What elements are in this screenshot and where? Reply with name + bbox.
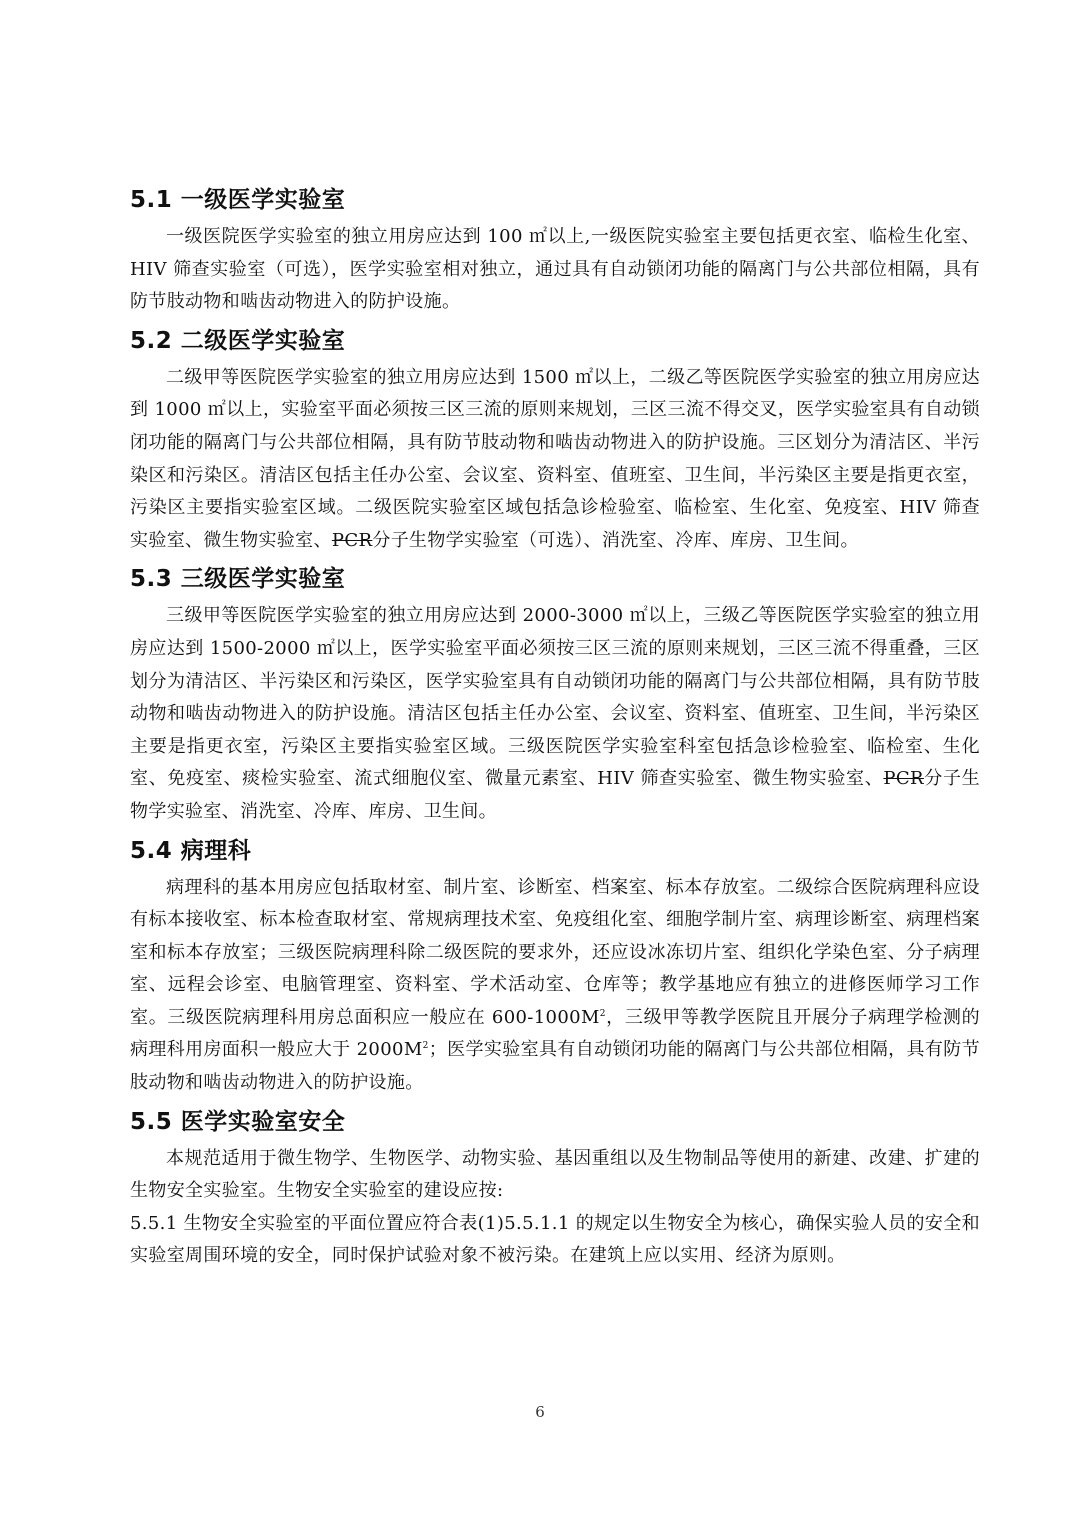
section-heading-5-2: 5.2 二级医学实验室 [130, 327, 346, 354]
section-5-2-text-after: 分子生物学实验室（可选）、消洗室、冷库、库房、卫生间。 [372, 529, 859, 551]
section-heading-5-5: 5.5 医学实验室安全 [130, 1108, 346, 1135]
section-5-3-text-before: 三级甲等医院医学实验室的独立用房应达到 2000-3000 ㎡以上，三级乙等医院医学实验室的独立用房应达到 1500-2000 ㎡以上，医学实验室平面必须按三区三流的原则来规划，三区三流不得重叠，三区划分为清洁区、半污染区和污染区，医学实验室具有自动锁闭功能的隔离门与公共部位相隔，具有防节肢动物和啮齿动物进入的防护设施。清洁区包括主任办公室、会议室、资料室、值班室、卫生间，半污染区主要是指更衣室，污染区主要指实验室区域。三级医院医学实验室科室包括急诊检验室、临检室、生化室、免疫室、痰检实验室、流式细胞仪室、微量元素室、HIV 筛查实验室、微生物实验室、 [130, 605, 980, 790]
section-5-5-paragraph: 本规范适用于微生物学、生物医学、动物实验、基因重组以及生物制品等使用的新建、改建、扩建的生物安全实验室。生物安全实验室的建设应按: [130, 1147, 980, 1202]
section-5-3-text-after: 分子生物学实验室、消洗室、冷库、库房、卫生间。 [130, 768, 980, 822]
section-5-1-paragraph: 一级医院医学实验室的独立用房应达到 100 ㎡以上,一级医院实验室主要包括更衣室、临检生化室、HIV 筛查实验室（可选），医学实验室相对独立，通过具有自动锁闭功能的隔离门与公共部位相隔，具有防节肢动物和啮齿动物进入的防护设施。 [130, 226, 980, 313]
section-5-2-text-before: 二级甲等医院医学实验室的独立用房应达到 1500 ㎡以上，二级乙等医院医学实验室的独立用房应达到 1000 ㎡以上，实验室平面必须按三区三流的原则来规划，三区三流不得交叉，医学实验室具有自动锁闭功能的隔离门与公共部位相隔，具有防节肢动物和啮齿动物进入的防护设施。三区划分为清洁区、半污染区和污染区。清洁区包括主任办公室、会议室、资料室、值班室、卫生间，半污染区主要是指更衣室，污染区主要指实验室区域。二级医院实验室区域包括急诊检验室、临检室、生化室、免疫室、HIV 筛查实验室、微生物实验室、 [130, 366, 980, 551]
section-5-4-text-part3: ；医学实验室具有自动锁闭功能的隔离门与公共部位相隔，具有防节肢动物和啮齿动物进入的防护设施。 [130, 1039, 980, 1094]
document-page [130, 183, 980, 1278]
page-number: 6 [535, 1403, 545, 1421]
superscript-2: 2 [599, 1008, 606, 1019]
superscript-2: 2 [422, 1041, 429, 1052]
section-5-4-text-part2: ，三级甲等教学医院且开展分子病理学检测的病理科用房面积一般应大于 2000M [130, 1006, 980, 1061]
section-5-4-text-part1: 病理科的基本用房应包括取材室、制片室、诊断室、档案室、标本存放室。二级综合医院病理科应设有标本接收室、标本检查取材室、常规病理技术室、免疫组化室、细胞学制片室、病理诊断室、病理档案室和标本存放室；三级医院病理科除二级医院的要求外，还应设冰冻切片室、组织化学染色室、分子病理室、远程会诊室、电脑管理室、资料室、学术活动室、仓库等；教学基地应有独立的进修医师学习工作室。三级医院病理科用房总面积应一般应在 600-1000M [130, 876, 980, 1028]
section-5-5-1-paragraph: 5.5.1 生物安全实验室的平面位置应符合表(1)5.5.1.1 的规定以生物安全为核心，确保实验人员的安全和实验室周围环境的安全，同时保护试验对象不被污染。在建筑上应以实用、经济为原则。 [130, 1212, 980, 1267]
section-5-3-paragraph [130, 600, 980, 828]
section-heading-5-3: 5.3 三级医学实验室 [130, 566, 346, 593]
section-5-4-paragraph [130, 872, 980, 1100]
section-heading-5-4: 5.4 病理科 [130, 837, 252, 864]
struck-pcr-text: PCR [331, 529, 373, 551]
section-heading-5-1: 5.1 一级医学实验室 [130, 187, 346, 213]
struck-pcr-text: PCR [883, 768, 924, 790]
section-5-2-paragraph [130, 362, 980, 558]
